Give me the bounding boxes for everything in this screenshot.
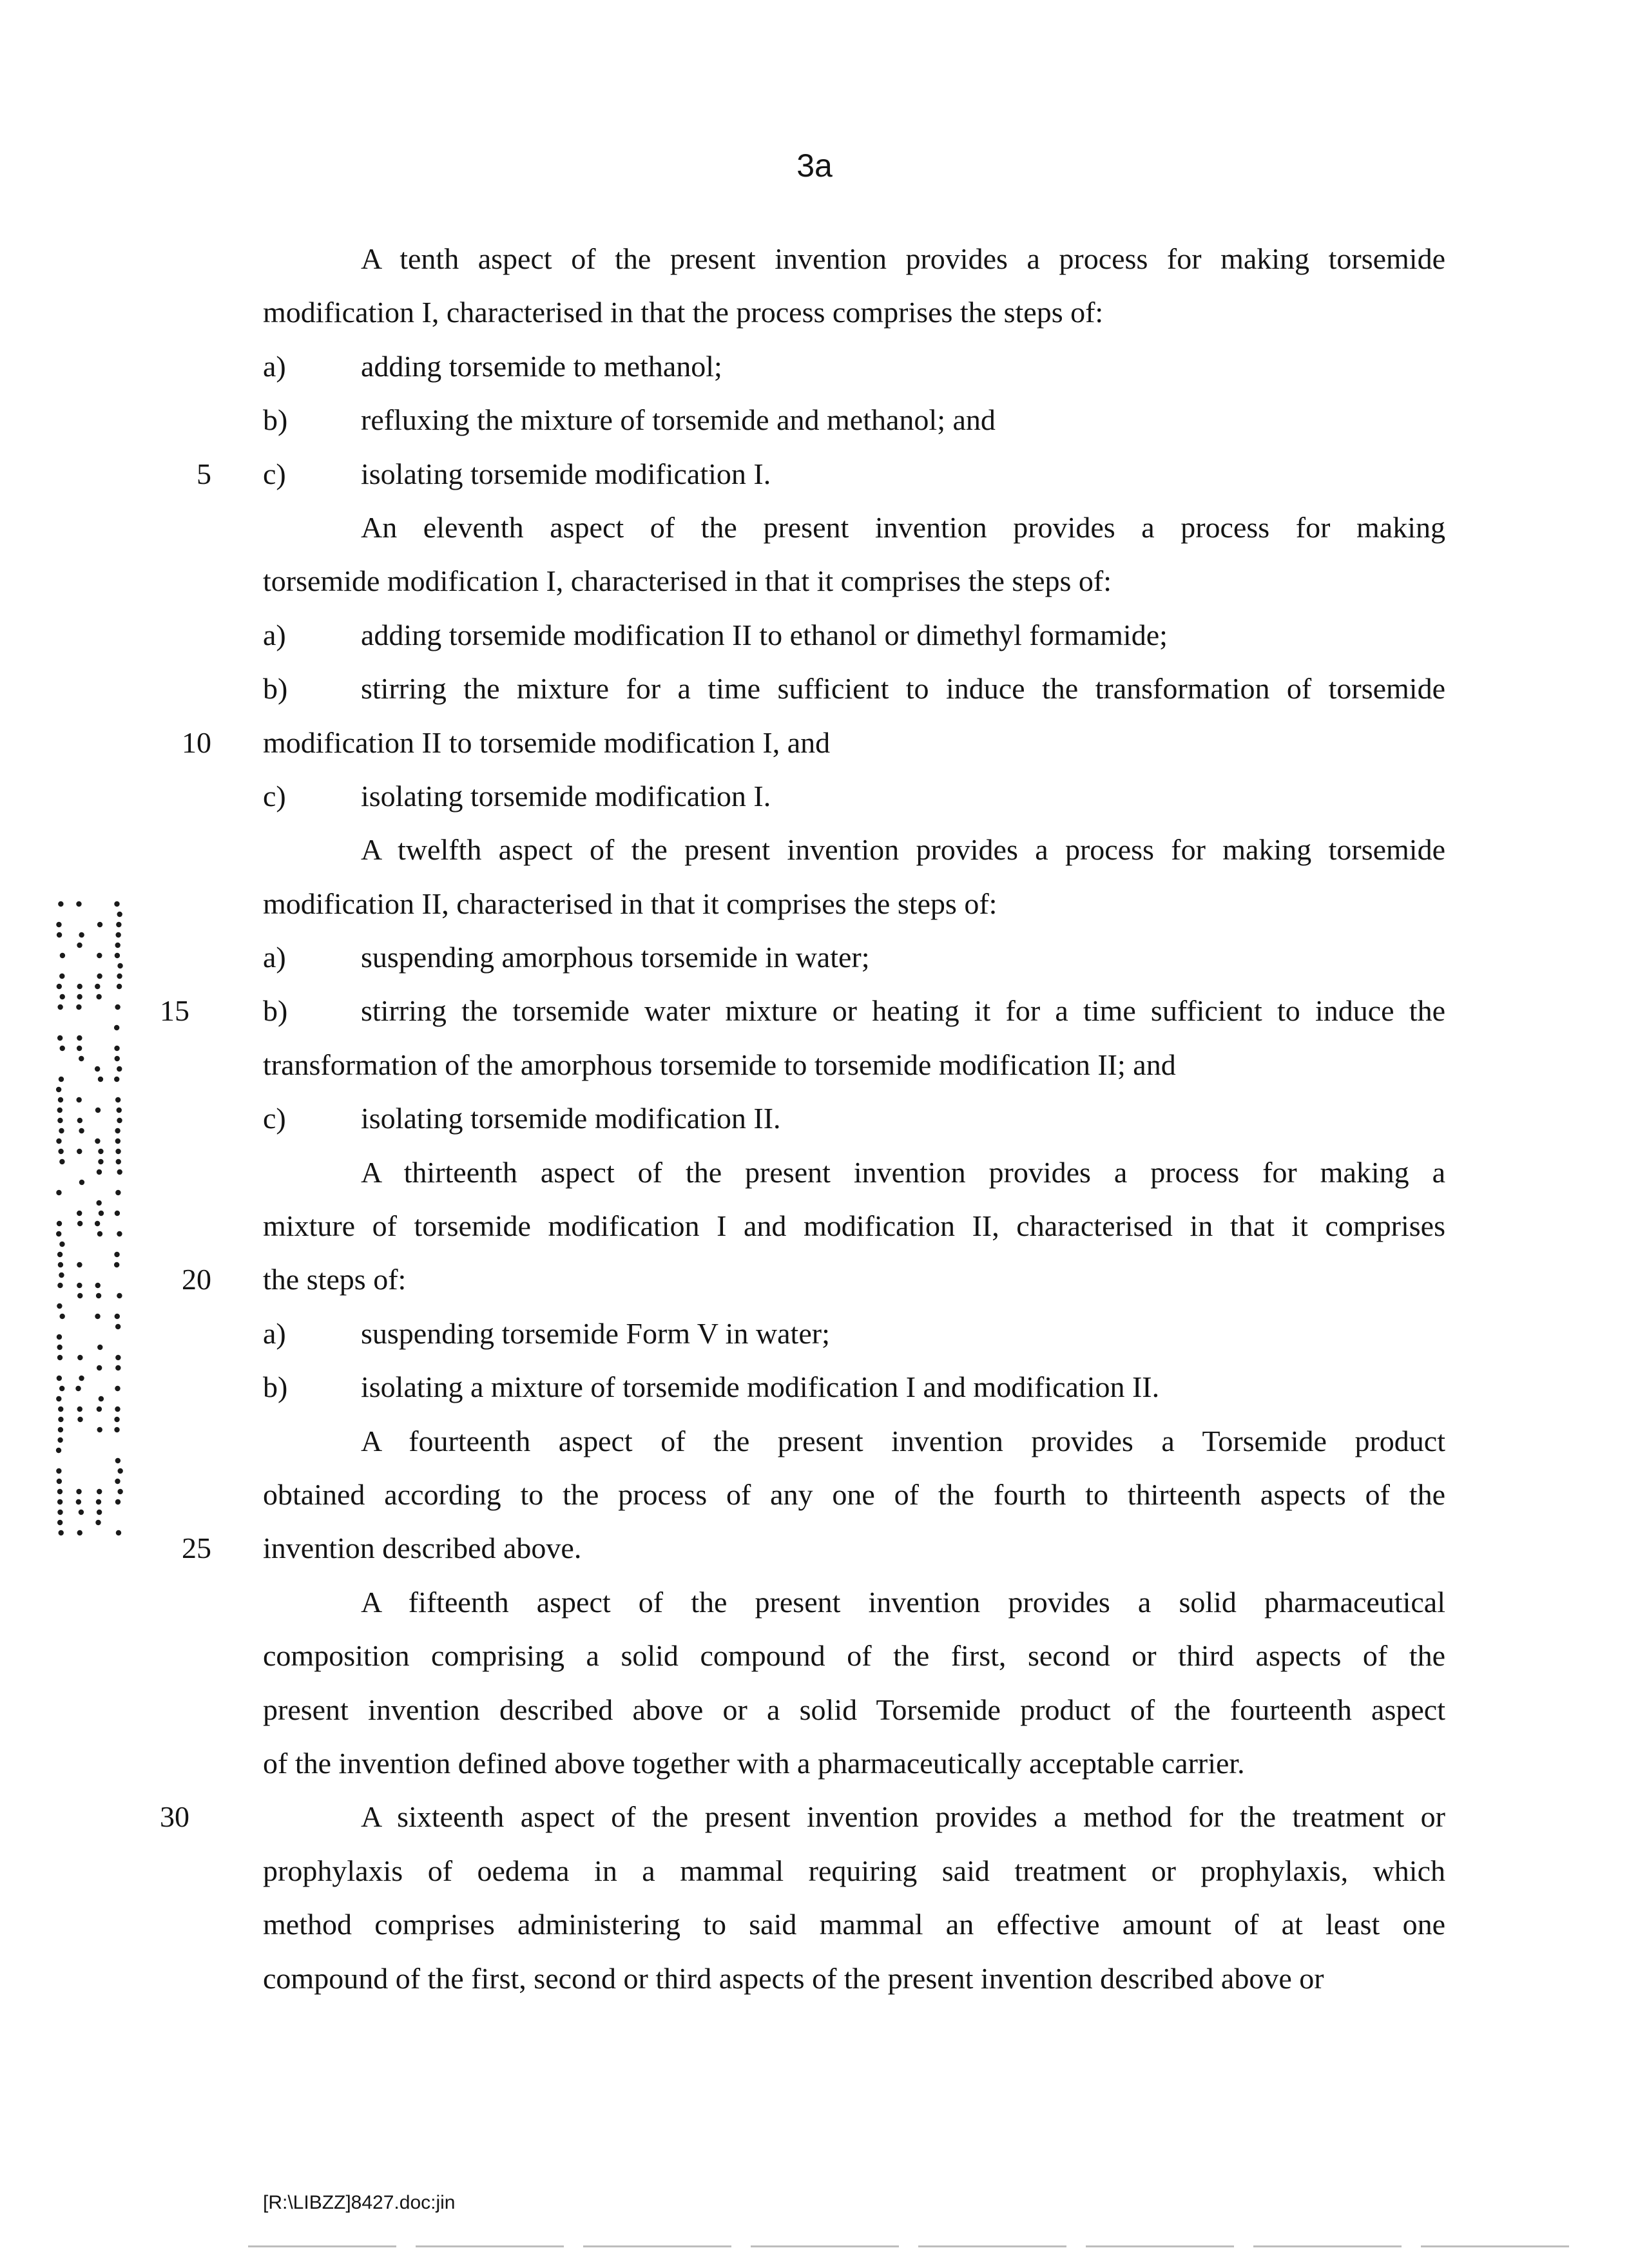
seal-dot bbox=[117, 1108, 122, 1113]
seal-dot bbox=[117, 1231, 122, 1236]
step-text: adding torsemide to methanol; bbox=[361, 349, 722, 383]
text-line: present invention described above or a solid Torsemide product of the fourteenth aspect bbox=[263, 1693, 1445, 1726]
line-number: 15 bbox=[160, 994, 189, 1028]
seal-dot bbox=[77, 1407, 82, 1412]
seal-dot bbox=[77, 1530, 82, 1535]
seal-dot bbox=[96, 994, 101, 999]
step-item bbox=[263, 936, 1445, 989]
step-item bbox=[263, 613, 1445, 667]
line-number: 5 bbox=[197, 457, 211, 490]
seal-dot bbox=[116, 1530, 121, 1535]
seal-dot bbox=[115, 943, 120, 948]
seal-dot bbox=[115, 932, 120, 937]
seal-dot bbox=[115, 1190, 120, 1195]
page-number: 3a bbox=[796, 148, 833, 184]
seal-dot bbox=[77, 1046, 82, 1051]
line-number: 10 bbox=[182, 726, 211, 759]
seal-dot bbox=[79, 1128, 84, 1133]
seal-dot bbox=[76, 1489, 81, 1494]
seal-dot bbox=[76, 1004, 81, 1010]
seal-dot bbox=[57, 1118, 63, 1123]
text-line: transformation of the amorphous torsemide to torsemide modification II; and bbox=[263, 1048, 1176, 1081]
seal-dot bbox=[115, 1056, 120, 1061]
seal-dot bbox=[56, 1448, 61, 1453]
seal-dot bbox=[114, 1025, 119, 1030]
text-fragment: invention described above. bbox=[263, 1532, 582, 1565]
seal-dot bbox=[56, 1139, 61, 1144]
text-line: method comprises administering to said mammal an effective amount of at least one bbox=[263, 1908, 1445, 1941]
seal-dot bbox=[97, 1365, 102, 1370]
seal-dot bbox=[57, 1510, 63, 1515]
seal-dot bbox=[77, 1149, 82, 1154]
seal-dot bbox=[57, 1004, 63, 1010]
seal-dot bbox=[79, 1056, 84, 1061]
text-line bbox=[182, 721, 1445, 774]
seal-dot bbox=[114, 901, 119, 907]
step-text: isolating a mixture of torsemide modification I and modification II. bbox=[361, 1370, 1160, 1404]
seal-dot bbox=[115, 1499, 120, 1504]
step-label: b) bbox=[263, 403, 288, 437]
seal-dot bbox=[97, 1489, 102, 1494]
text-line: mixture of torsemide modification I and modification II, characterised in that it comprises bbox=[263, 1209, 1445, 1243]
perforation-seal-icon bbox=[54, 899, 131, 1543]
seal-dot bbox=[117, 1489, 122, 1494]
seal-dot bbox=[114, 1427, 119, 1432]
seal-dot bbox=[77, 1221, 82, 1226]
seal-dot bbox=[95, 1066, 100, 1072]
seal-dot bbox=[58, 901, 63, 907]
seal-dot bbox=[57, 1108, 63, 1113]
seal-dot bbox=[95, 1520, 101, 1525]
step-item bbox=[197, 452, 1445, 506]
seal-dot bbox=[115, 1149, 120, 1154]
seal-dot bbox=[77, 1293, 82, 1298]
seal-dot bbox=[115, 1004, 120, 1010]
text-line: torsemide modification I, characterised in that it comprises the steps of: bbox=[263, 564, 1112, 598]
text-line: A thirteenth aspect of the present invention provides a process for making a bbox=[361, 1155, 1445, 1189]
seal-dot bbox=[95, 984, 100, 989]
seal-dot bbox=[60, 1046, 65, 1051]
seal-dot bbox=[58, 1262, 63, 1267]
line-number: 20 bbox=[182, 1263, 211, 1296]
step-text: refluxing the mixture of torsemide and methanol; and bbox=[361, 403, 996, 437]
seal-dot bbox=[58, 1427, 63, 1432]
seal-dot bbox=[96, 1499, 101, 1504]
seal-dot bbox=[116, 922, 121, 927]
seal-dot bbox=[115, 1479, 120, 1484]
seal-dot bbox=[96, 1293, 101, 1298]
seal-dot bbox=[114, 1252, 119, 1257]
seal-dot bbox=[76, 1499, 81, 1504]
seal-dot bbox=[75, 1386, 81, 1391]
step-text: suspending torsemide Form V in water; bbox=[361, 1316, 830, 1350]
step-label: c) bbox=[263, 779, 286, 812]
step-label: b) bbox=[263, 994, 288, 1028]
seal-dot bbox=[116, 1159, 121, 1164]
seal-dot bbox=[96, 1200, 101, 1206]
seal-dot bbox=[57, 1376, 62, 1381]
seal-dot bbox=[77, 943, 82, 948]
seal-dot bbox=[98, 1149, 103, 1154]
seal-dot bbox=[117, 1066, 122, 1072]
seal-dot bbox=[115, 1355, 120, 1360]
seal-dot bbox=[98, 1159, 103, 1164]
seal-dot bbox=[57, 1303, 62, 1309]
seal-dot bbox=[95, 1108, 101, 1113]
text-line: modification I, characterised in that the process comprises the steps of: bbox=[263, 296, 1104, 329]
seal-dot bbox=[77, 1035, 82, 1041]
seal-dot bbox=[115, 1407, 120, 1412]
seal-dot bbox=[58, 1530, 63, 1535]
seal-dot bbox=[56, 922, 61, 927]
seal-dot bbox=[79, 932, 84, 937]
step-label: b) bbox=[263, 1370, 288, 1404]
seal-dot bbox=[76, 901, 81, 907]
seal-dot bbox=[59, 1314, 64, 1319]
step-item bbox=[263, 1097, 1445, 1150]
step-text: isolating torsemide modification II. bbox=[361, 1102, 781, 1135]
step-text: adding torsemide modification II to ethanol or dimethyl formamide; bbox=[361, 618, 1168, 651]
seal-dot bbox=[77, 1283, 82, 1288]
text-line: An eleventh aspect of the present invention provides a process for making bbox=[361, 510, 1445, 544]
seal-dot bbox=[97, 1510, 102, 1515]
step-label: a) bbox=[263, 941, 286, 974]
seal-dot bbox=[59, 1128, 64, 1133]
seal-dot bbox=[57, 1355, 63, 1360]
text-line: obtained according to the process of any one of the fourth to thirteenth aspects of the bbox=[263, 1477, 1445, 1511]
seal-dot bbox=[97, 922, 102, 927]
seal-dot bbox=[56, 1396, 61, 1401]
step-label: a) bbox=[263, 618, 286, 651]
seal-dot bbox=[60, 994, 65, 999]
seal-dot bbox=[60, 953, 65, 958]
seal-dot bbox=[95, 1139, 100, 1144]
step-item bbox=[263, 667, 1445, 720]
seal-dot bbox=[117, 963, 122, 968]
step-text: suspending amorphous torsemide in water; bbox=[361, 941, 870, 974]
text-line: composition comprising a solid compound of the first, second or third aspects of the bbox=[263, 1639, 1445, 1673]
seal-dot bbox=[56, 1231, 61, 1236]
seal-dot bbox=[56, 1087, 61, 1092]
body-text bbox=[160, 237, 1445, 2010]
seal-dot bbox=[115, 1386, 120, 1391]
seal-dot bbox=[114, 1262, 119, 1267]
seal-dot bbox=[76, 1097, 81, 1102]
seal-dot bbox=[77, 984, 82, 989]
footer-divider bbox=[248, 2245, 1576, 2247]
step-item bbox=[263, 345, 1445, 398]
seal-dot bbox=[57, 932, 62, 937]
seal-dot bbox=[79, 1180, 84, 1185]
text-line: A fifteenth aspect of the present invention provides a solid pharmaceutical bbox=[361, 1585, 1445, 1619]
text-line bbox=[182, 1526, 1445, 1580]
step-item bbox=[263, 1312, 1445, 1365]
seal-dot bbox=[57, 1252, 63, 1257]
seal-dot bbox=[97, 974, 102, 979]
seal-dot bbox=[99, 1211, 104, 1216]
seal-dot bbox=[57, 1479, 62, 1484]
text-line: A twelfth aspect of the present invention provides a process for making torsemide bbox=[361, 833, 1445, 867]
seal-dot bbox=[57, 1345, 62, 1350]
seal-dot bbox=[115, 1139, 120, 1144]
seal-dot bbox=[97, 1407, 102, 1412]
seal-dot bbox=[117, 1293, 122, 1298]
seal-dot bbox=[58, 1417, 63, 1422]
seal-dot bbox=[57, 1499, 63, 1504]
seal-dot bbox=[58, 1149, 63, 1154]
step-label: c) bbox=[263, 1102, 286, 1135]
seal-dot bbox=[58, 1407, 63, 1412]
step-label: a) bbox=[263, 349, 286, 383]
seal-dot bbox=[114, 1046, 119, 1051]
seal-dot bbox=[117, 984, 122, 989]
step-label: b) bbox=[263, 672, 288, 706]
seal-dot bbox=[59, 1159, 64, 1164]
seal-dot bbox=[117, 1169, 122, 1175]
step-item bbox=[160, 989, 1445, 1043]
seal-dot bbox=[79, 1376, 84, 1381]
seal-dot bbox=[57, 1334, 62, 1340]
seal-dot bbox=[77, 1355, 82, 1360]
seal-dot bbox=[77, 1118, 82, 1123]
seal-dot bbox=[59, 1077, 64, 1082]
seal-dot bbox=[59, 974, 64, 979]
step-text: isolating torsemide modification I. bbox=[361, 779, 771, 812]
seal-dot bbox=[58, 1097, 63, 1102]
text-fragment: the steps of: bbox=[263, 1263, 407, 1296]
text-line: compound of the first, second or third aspects of the present invention described above or bbox=[263, 1961, 1324, 1995]
seal-dot bbox=[57, 1437, 63, 1443]
step-text: isolating torsemide modification I. bbox=[361, 457, 771, 490]
seal-dot bbox=[56, 1190, 61, 1195]
seal-dot bbox=[115, 1128, 120, 1133]
seal-dot bbox=[95, 1283, 101, 1288]
text-line: modification II, characterised in that it comprises the steps of: bbox=[263, 887, 998, 920]
seal-dot bbox=[95, 1221, 100, 1226]
seal-dot bbox=[114, 1077, 119, 1082]
seal-dot bbox=[97, 1345, 102, 1350]
seal-dot bbox=[114, 1417, 119, 1422]
line-number: 25 bbox=[182, 1532, 211, 1565]
seal-dot bbox=[97, 953, 102, 958]
seal-dot bbox=[79, 1510, 84, 1515]
seal-dot bbox=[115, 1324, 120, 1329]
seal-dot bbox=[57, 1520, 63, 1525]
seal-dot bbox=[77, 1417, 82, 1422]
seal-dot bbox=[57, 1283, 63, 1288]
seal-dot bbox=[97, 1169, 102, 1175]
seal-dot bbox=[115, 1458, 120, 1463]
seal-dot bbox=[59, 1242, 64, 1247]
seal-dot bbox=[117, 1468, 122, 1474]
step-item bbox=[263, 774, 1445, 828]
seal-dot bbox=[59, 1273, 64, 1278]
seal-dot bbox=[115, 1365, 120, 1370]
text-line bbox=[182, 1258, 1445, 1311]
text-line: of the invention defined above together with a pharmaceutically acceptable carrier. bbox=[263, 1746, 1245, 1780]
seal-dot bbox=[115, 1097, 120, 1102]
step-text: stirring the mixture for a time sufficient to induce the transformation of torsemide bbox=[361, 672, 1445, 706]
seal-dot bbox=[77, 1211, 82, 1216]
seal-dot bbox=[97, 1427, 102, 1432]
text-line bbox=[160, 1795, 1445, 1849]
seal-dot bbox=[57, 1489, 63, 1494]
seal-dot bbox=[59, 1386, 64, 1391]
step-item bbox=[263, 398, 1445, 452]
seal-dot bbox=[99, 1396, 104, 1401]
seal-dot bbox=[115, 1314, 120, 1319]
step-item bbox=[263, 1365, 1445, 1419]
seal-dot bbox=[77, 994, 82, 999]
seal-dot bbox=[117, 1118, 122, 1123]
text-line: A fourteenth aspect of the present invention provides a Torsemide product bbox=[361, 1424, 1445, 1457]
text-line: A tenth aspect of the present invention provides a process for making torsemide bbox=[361, 242, 1445, 275]
seal-dot bbox=[77, 1262, 82, 1267]
seal-dot bbox=[115, 953, 120, 958]
seal-dot bbox=[117, 974, 122, 979]
step-continuation: modification II to torsemide modification I, and bbox=[263, 726, 831, 759]
seal-dot bbox=[115, 1211, 120, 1216]
seal-dot bbox=[56, 1468, 61, 1474]
seal-dot bbox=[98, 1077, 103, 1082]
seal-dot bbox=[97, 1231, 102, 1236]
text-fragment: A sixteenth aspect of the present invention provides a method for the treatment or bbox=[361, 1800, 1445, 1834]
step-label: a) bbox=[263, 1316, 286, 1350]
seal-dot bbox=[57, 1221, 62, 1226]
line-number: 30 bbox=[160, 1800, 189, 1834]
step-text: stirring the torsemide water mixture or heating it for a time sufficient to induce the bbox=[361, 994, 1445, 1028]
seal-dot bbox=[57, 1035, 63, 1041]
seal-dot bbox=[95, 1314, 100, 1319]
seal-dot bbox=[57, 984, 62, 989]
footer-reference: [R:\LIBZZ]8427.doc:jin bbox=[263, 2192, 456, 2213]
text-line: prophylaxis of oedema in a mammal requiring said treatment or prophylaxis, which bbox=[263, 1854, 1445, 1887]
seal-dot bbox=[117, 912, 122, 917]
step-label: c) bbox=[263, 457, 286, 490]
